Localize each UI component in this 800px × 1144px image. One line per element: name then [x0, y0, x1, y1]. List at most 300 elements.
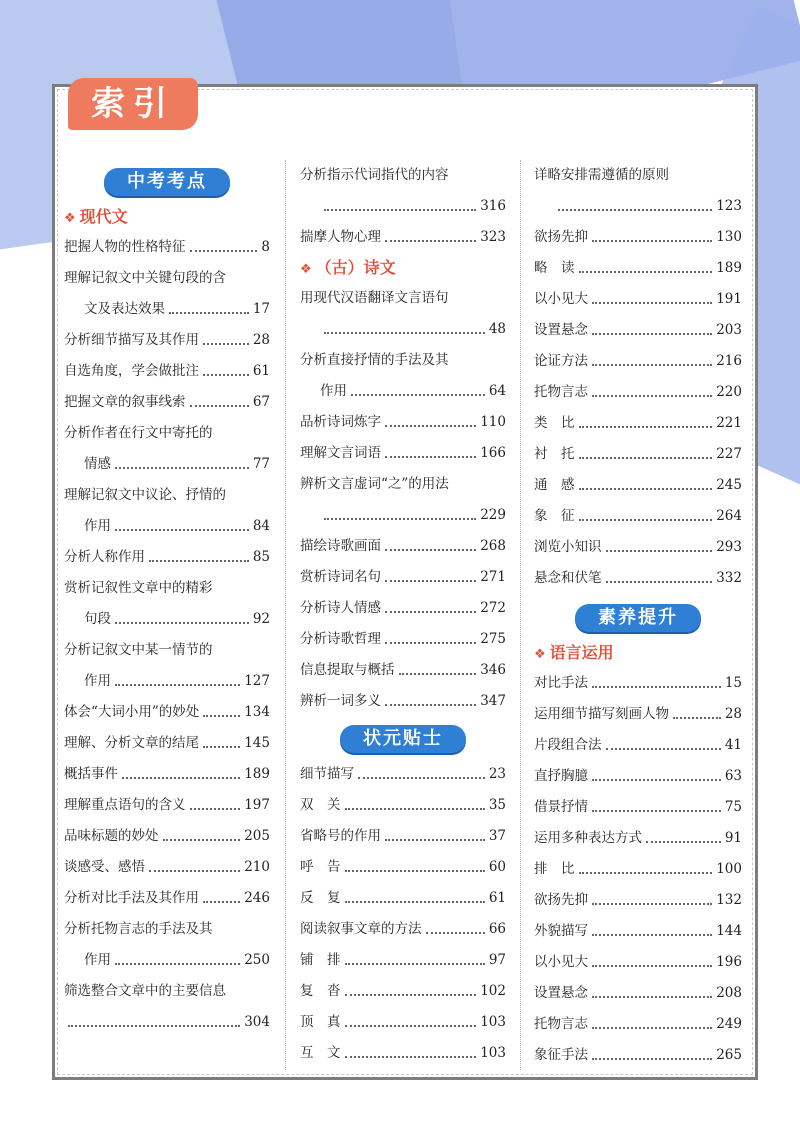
- index-entry: [64, 294, 270, 325]
- entry-title: 分析诗人情感: [300, 600, 381, 616]
- page-number: 75: [724, 799, 742, 815]
- entry-title: 顶 真: [300, 1014, 341, 1030]
- entry-title: 品析诗词炼字: [300, 414, 381, 430]
- entry-title: 铺 排: [300, 952, 341, 968]
- index-entry: [64, 759, 270, 790]
- page-number: 220: [716, 384, 742, 400]
- page-title: 索引: [68, 78, 198, 130]
- page-number: 61: [252, 363, 270, 379]
- page-number: 272: [480, 600, 506, 616]
- page-number: 323: [480, 229, 506, 245]
- index-entry: [64, 325, 270, 356]
- entry-title: 分析直接抒情的手法及其: [300, 352, 449, 368]
- dot-leader: [149, 870, 240, 872]
- dot-leader: [385, 611, 476, 613]
- page-number: 132: [716, 892, 742, 908]
- column-divider: [520, 160, 521, 1070]
- page-number: 332: [716, 570, 742, 586]
- dot-leader: [345, 808, 485, 810]
- index-entry: [534, 1009, 742, 1040]
- subsection-heading-classical: [300, 253, 506, 283]
- page-number: 221: [716, 415, 742, 431]
- page-number: 265: [716, 1047, 742, 1063]
- index-entry: [300, 883, 506, 914]
- page-number: 346: [480, 662, 506, 678]
- entry-title: 体会“大词小用”的妙处: [64, 704, 200, 720]
- page-number: 208: [716, 985, 742, 1001]
- entry-title: 分析指示代词指代的内容: [300, 167, 449, 183]
- index-entry: [300, 914, 506, 945]
- page-number: 17: [252, 301, 270, 317]
- dot-leader: [203, 746, 240, 748]
- index-entry: [300, 1038, 506, 1069]
- index-entry: [300, 821, 506, 852]
- dot-leader: [592, 779, 721, 781]
- index-entry: [300, 191, 506, 222]
- index-entry: [300, 945, 506, 976]
- dot-leader: [592, 1058, 712, 1060]
- page-number: 67: [252, 394, 270, 410]
- index-entry: [64, 790, 270, 821]
- entry-title: 详略安排需遵循的原则: [534, 167, 669, 183]
- dot-leader: [190, 405, 249, 407]
- page-number: 347: [480, 693, 506, 709]
- entry-title: 悬念和伏笔: [534, 570, 602, 586]
- index-entry: [300, 160, 506, 191]
- diamond-icon: ❖: [64, 211, 76, 226]
- dot-leader: [399, 673, 477, 675]
- index-entry: [534, 532, 742, 563]
- index-entry: [64, 666, 270, 697]
- index-entry: [534, 823, 742, 854]
- index-entry: [534, 346, 742, 377]
- entry-title: 借景抒情: [534, 799, 588, 815]
- page-number: 84: [252, 518, 270, 534]
- index-entry: [64, 883, 270, 914]
- index-entry: [534, 222, 742, 253]
- index-entry: [534, 916, 742, 947]
- entry-list: [534, 668, 742, 1071]
- page-number: 304: [244, 1014, 270, 1030]
- index-entry: [300, 283, 506, 314]
- subsection-label: （古）诗文: [315, 258, 396, 277]
- dot-leader: [592, 686, 721, 688]
- entry-title: 情感: [84, 456, 111, 472]
- entry-title: 对比手法: [534, 675, 588, 691]
- entry-title: 省略号的作用: [300, 828, 381, 844]
- dot-leader: [149, 560, 249, 562]
- entry-title: 文及表达效果: [84, 301, 165, 317]
- entry-title: 作用: [84, 952, 111, 968]
- dot-leader: [345, 1056, 477, 1058]
- entry-title: 排 比: [534, 861, 575, 877]
- index-entry: [64, 263, 270, 294]
- page-number: 123: [716, 198, 742, 214]
- entry-title: 托物言志: [534, 1016, 588, 1032]
- index-entry: [64, 449, 270, 480]
- dot-leader: [115, 622, 249, 624]
- dot-leader: [190, 808, 241, 810]
- index-entry: [300, 531, 506, 562]
- entry-title: 理解文言词语: [300, 445, 381, 461]
- page-number: 64: [488, 383, 506, 399]
- dot-leader: [592, 1027, 712, 1029]
- index-entry: [300, 976, 506, 1007]
- page-number: 15: [724, 675, 742, 691]
- section-heading-zhongkao: 中考考点: [104, 168, 230, 196]
- dot-leader: [592, 996, 712, 998]
- entry-title: 托物言志: [534, 384, 588, 400]
- dot-leader: [115, 467, 249, 469]
- index-entry: [300, 407, 506, 438]
- page-number: 196: [716, 954, 742, 970]
- index-entry: [300, 314, 506, 345]
- entry-list: [300, 160, 506, 253]
- entry-title: 以小见大: [534, 291, 588, 307]
- page-number: 249: [716, 1016, 742, 1032]
- entry-title: 筛选整合文章中的主要信息: [64, 983, 226, 999]
- page-number: 316: [480, 198, 506, 214]
- entry-title: 辨析一词多义: [300, 693, 381, 709]
- index-entry: [300, 624, 506, 655]
- page-number: 189: [716, 260, 742, 276]
- entry-list: [64, 232, 270, 1038]
- page-number: 48: [488, 321, 506, 337]
- index-entry: [534, 284, 742, 315]
- dot-leader: [385, 456, 476, 458]
- index-entry: [534, 978, 742, 1009]
- dot-leader: [579, 271, 713, 273]
- index-entry: [300, 345, 506, 376]
- entry-title: 句段: [84, 611, 111, 627]
- dot-leader: [579, 872, 713, 874]
- dot-leader: [324, 518, 476, 520]
- index-entry: [64, 418, 270, 449]
- page-number: 205: [244, 828, 270, 844]
- entry-title: 用现代汉语翻译文言语句: [300, 290, 449, 306]
- page-number: 145: [244, 735, 270, 751]
- subsection-heading-modern: [64, 202, 270, 232]
- dot-leader: [203, 374, 249, 376]
- index-entry: [64, 356, 270, 387]
- entry-title: 理解记叙文中关键句段的含: [64, 270, 226, 286]
- page-number: 100: [716, 861, 742, 877]
- entry-title: 运用多种表达方式: [534, 830, 642, 846]
- page-number: 293: [716, 539, 742, 555]
- index-entry: [534, 160, 742, 191]
- index-entry: [64, 697, 270, 728]
- index-entry: [300, 222, 506, 253]
- entry-title: 片段组合法: [534, 737, 602, 753]
- dot-leader: [606, 581, 713, 583]
- dot-leader: [592, 333, 712, 335]
- dot-leader: [606, 748, 721, 750]
- page-number: 35: [488, 797, 506, 813]
- subsection-heading-language: [534, 638, 742, 668]
- entry-title: 通 感: [534, 477, 575, 493]
- page-number: 166: [480, 445, 506, 461]
- dot-leader: [385, 642, 476, 644]
- dot-leader: [646, 841, 721, 843]
- page-number: 264: [716, 508, 742, 524]
- section-heading-literacy: 素养提升: [575, 604, 701, 632]
- page-number: 61: [488, 890, 506, 906]
- index-entry: [64, 542, 270, 573]
- dot-leader: [385, 704, 476, 706]
- page-number: 92: [252, 611, 270, 627]
- dot-leader: [324, 332, 485, 334]
- entry-title: 象征手法: [534, 1047, 588, 1063]
- entry-title: 谈感受、感悟: [64, 859, 145, 875]
- page-number: 110: [480, 414, 506, 430]
- index-entry: [534, 761, 742, 792]
- entry-title: 双 关: [300, 797, 341, 813]
- index-entry: [300, 790, 506, 821]
- page-number: 189: [244, 766, 270, 782]
- entry-title: 以小见大: [534, 954, 588, 970]
- dot-leader: [122, 777, 240, 779]
- index-entry: [534, 563, 742, 594]
- dot-leader: [203, 715, 240, 717]
- index-entry: [64, 604, 270, 635]
- dot-leader: [385, 839, 485, 841]
- dot-leader: [345, 1025, 477, 1027]
- entry-title: 信息提取与概括: [300, 662, 395, 678]
- page-number: 103: [480, 1014, 506, 1030]
- index-entry: [64, 511, 270, 542]
- diamond-icon: ❖: [300, 262, 312, 277]
- entry-title: 概括事件: [64, 766, 118, 782]
- index-entry: [64, 852, 270, 883]
- dot-leader: [324, 209, 476, 211]
- index-entry: [64, 976, 270, 1007]
- dot-leader: [579, 426, 713, 428]
- page-number: 60: [488, 859, 506, 875]
- entry-title: 阅读叙事文章的方法: [300, 921, 422, 937]
- entry-title: 论证方法: [534, 353, 588, 369]
- dot-leader: [169, 312, 249, 314]
- dot-leader: [592, 395, 712, 397]
- entry-title: 类 比: [534, 415, 575, 431]
- section-heading-tips: 状元贴士: [340, 725, 466, 753]
- dot-leader: [351, 394, 485, 396]
- page-number: 275: [480, 631, 506, 647]
- entry-title: 分析诗歌哲理: [300, 631, 381, 647]
- entry-title: 浏览小知识: [534, 539, 602, 555]
- index-entry: [300, 1007, 506, 1038]
- entry-title: 呼 告: [300, 859, 341, 875]
- page-number: 246: [244, 890, 270, 906]
- dot-leader: [385, 240, 476, 242]
- dot-leader: [68, 1025, 240, 1027]
- dot-leader: [579, 488, 713, 490]
- entry-title: 作用: [84, 673, 111, 689]
- index-entry: [300, 500, 506, 531]
- page-number: 63: [724, 768, 742, 784]
- entry-title: 品味标题的妙处: [64, 828, 159, 844]
- dot-leader: [203, 901, 240, 903]
- page-number: 191: [716, 291, 742, 307]
- page-number: 37: [488, 828, 506, 844]
- entry-title: 分析作者在行文中寄托的: [64, 425, 213, 441]
- page-number: 41: [724, 737, 742, 753]
- page-number: 91: [724, 830, 742, 846]
- page-number: 134: [244, 704, 270, 720]
- index-entry: [300, 562, 506, 593]
- page-number: 210: [244, 859, 270, 875]
- index-entry: [300, 655, 506, 686]
- page-number: 8: [261, 239, 270, 255]
- page-number: 97: [488, 952, 506, 968]
- entry-title: 运用细节描写刻画人物: [534, 706, 669, 722]
- page-number: 245: [716, 477, 742, 493]
- dot-leader: [358, 777, 485, 779]
- index-entry: [534, 253, 742, 284]
- page-number: 77: [252, 456, 270, 472]
- dot-leader: [606, 550, 713, 552]
- page-number: 271: [480, 569, 506, 585]
- entry-title: 理解记叙文中议论、抒情的: [64, 487, 226, 503]
- dot-leader: [673, 717, 721, 719]
- entry-title: 把握人物的性格特征: [64, 239, 186, 255]
- page-number: 203: [716, 322, 742, 338]
- index-entry: [534, 668, 742, 699]
- index-entry: [534, 408, 742, 439]
- entry-title: 复 沓: [300, 983, 341, 999]
- index-entry: [534, 315, 742, 346]
- entry-list: [300, 283, 506, 717]
- entry-title: 欲扬先抑: [534, 229, 588, 245]
- dot-leader: [385, 425, 476, 427]
- entry-title: 作用: [84, 518, 111, 534]
- entry-title: 描绘诗歌画面: [300, 538, 381, 554]
- entry-title: 直抒胸臆: [534, 768, 588, 784]
- index-entry: [534, 377, 742, 408]
- entry-title: 赏析诗词名句: [300, 569, 381, 585]
- entry-title: 作用: [320, 383, 347, 399]
- index-entry: [534, 470, 742, 501]
- entry-title: 理解重点语句的含义: [64, 797, 186, 813]
- page-number: 103: [480, 1045, 506, 1061]
- page-number: 23: [488, 766, 506, 782]
- page-number: 227: [716, 446, 742, 462]
- entry-title: 分析细节描写及其作用: [64, 332, 199, 348]
- subsection-label: 现代文: [79, 207, 128, 226]
- dot-leader: [558, 209, 712, 211]
- dot-leader: [385, 580, 476, 582]
- page-number: 268: [480, 538, 506, 554]
- dot-leader: [163, 839, 241, 841]
- index-entry: [64, 635, 270, 666]
- index-entry: [64, 232, 270, 263]
- page-number: 127: [244, 673, 270, 689]
- page-number: 28: [252, 332, 270, 348]
- index-entry: [300, 376, 506, 407]
- page-number: 250: [244, 952, 270, 968]
- entry-title: 把握文章的叙事线索: [64, 394, 186, 410]
- index-column-3: [534, 150, 742, 1071]
- dot-leader: [592, 934, 712, 936]
- page-number: 216: [716, 353, 742, 369]
- entry-title: 赏析记叙性文章中的精彩: [64, 580, 213, 596]
- dot-leader: [115, 963, 240, 965]
- page-number: 197: [244, 797, 270, 813]
- index-entry: [300, 438, 506, 469]
- dot-leader: [592, 302, 712, 304]
- index-column-1: [64, 150, 270, 1038]
- index-entry: [300, 686, 506, 717]
- dot-leader: [592, 810, 721, 812]
- column-divider: [285, 160, 286, 1070]
- index-entry: [534, 501, 742, 532]
- page-number: 66: [488, 921, 506, 937]
- page-number: 130: [716, 229, 742, 245]
- index-entry: [64, 1007, 270, 1038]
- entry-title: 设置悬念: [534, 985, 588, 1001]
- index-entry: [300, 469, 506, 500]
- index-entry: [300, 593, 506, 624]
- page-number: 102: [480, 983, 506, 999]
- entry-title: 细节描写: [300, 766, 354, 782]
- index-entry: [300, 852, 506, 883]
- dot-leader: [345, 870, 485, 872]
- index-entry: [534, 885, 742, 916]
- entry-title: 分析记叙文中某一情节的: [64, 642, 213, 658]
- entry-title: 外貌描写: [534, 923, 588, 939]
- index-entry: [64, 914, 270, 945]
- entry-title: 互 文: [300, 1045, 341, 1061]
- entry-title: 分析对比手法及其作用: [64, 890, 199, 906]
- dot-leader: [579, 457, 713, 459]
- index-entry: [534, 699, 742, 730]
- diamond-icon: ❖: [534, 647, 546, 662]
- page-number: 229: [480, 507, 506, 523]
- dot-leader: [115, 529, 249, 531]
- page-number: 28: [724, 706, 742, 722]
- entry-title: 反 复: [300, 890, 341, 906]
- dot-leader: [592, 240, 712, 242]
- dot-leader: [579, 519, 713, 521]
- dot-leader: [203, 343, 249, 345]
- index-entry: [534, 792, 742, 823]
- entry-list: [534, 160, 742, 594]
- index-entry: [64, 821, 270, 852]
- entry-title: 象 征: [534, 508, 575, 524]
- index-column-2: [300, 150, 506, 1069]
- dot-leader: [345, 901, 485, 903]
- subsection-label: 语言运用: [549, 643, 614, 662]
- entry-list: [300, 759, 506, 1069]
- entry-title: 设置悬念: [534, 322, 588, 338]
- page-number: 85: [252, 549, 270, 565]
- dot-leader: [190, 250, 258, 252]
- dot-leader: [592, 965, 712, 967]
- index-entry: [64, 945, 270, 976]
- index-entry: [534, 439, 742, 470]
- dot-leader: [385, 549, 476, 551]
- index-entry: [64, 573, 270, 604]
- dot-leader: [115, 684, 240, 686]
- dot-leader: [592, 364, 712, 366]
- entry-title: 分析人称作用: [64, 549, 145, 565]
- entry-title: 分析托物言志的手法及其: [64, 921, 213, 937]
- index-entry: [534, 947, 742, 978]
- entry-title: 欲扬先抑: [534, 892, 588, 908]
- entry-title: 理解、分析文章的结尾: [64, 735, 199, 751]
- dot-leader: [345, 963, 485, 965]
- index-entry: [64, 480, 270, 511]
- entry-title: 略 读: [534, 260, 575, 276]
